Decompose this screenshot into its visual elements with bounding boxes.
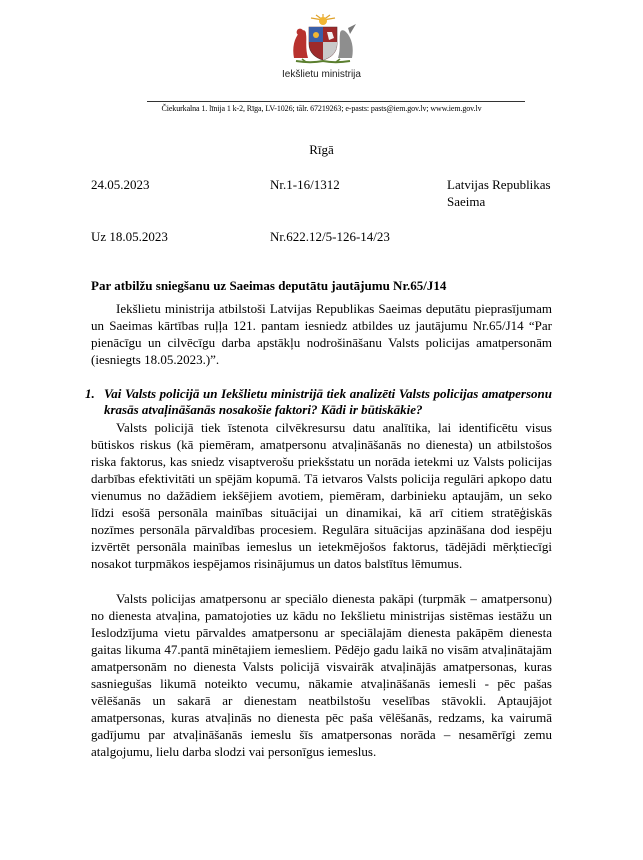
answer-paragraph-2: Valsts policijas amatpersonu ar speciālo dienesta pakāpi (turpmāk – amatpersonu) no dienesta atvaļina, pamatojoties uz kādu no Iekšlietu ministrijas sistēmas iestāžu un Ieslodzījuma vietu pārvaldes amatpersonu ar speciālajām dienesta pakāpēm dienesta gaitas likuma 47.pantā minētajiem iemesliem. Pēdējo gadu laikā no visām atvaļinātajām amatpersonām no dienesta Valsts policijā visvairāk atvaļinājās amatpersonas, kuras sasniegušas likumā noteikto vecumu, nākamie atvaļināšanās iemesli - pēc pašas vēlēšanās un sakarā ar dienestam neatbilstošu veselības stāvokli. Aptaujājot amatpersonas, kuras atvaļinās no dienesta pēc paša vēlēšanās, redzams, ka vairumā gadījumu par atvaļināšanās iemeslu šīs amatpersonas norāda – nesamērīgi zemu atalgojumu, lielu darba slodzi vai personīgus iemeslus. [91,591,552,759]
reply-to-date: Uz 18.05.2023 [91,229,168,244]
letter-date: 24.05.2023 [91,177,150,192]
contact-line: Čiekurkalna 1. līnija 1 k-2, Rīga, LV-1026; tālr. 67219263; e-pasts: pasts@iem.gov.lv; www.iem.gov.lv [161,104,482,113]
recipient [447,176,551,210]
recipient-line-1: Latvijas Republikas [447,177,551,192]
ministry-name: Iekšlietu ministrija [282,69,361,80]
letter-subject: Par atbilžu sniegšanu uz Saeimas deputātu jautājumu Nr.65/J14 [91,278,447,293]
document-number: Nr.1-16/1312 [270,177,340,192]
header-divider [147,101,525,102]
coat-of-arms-icon [288,14,358,64]
intro-paragraph: Iekšlietu ministrija atbilstoši Latvijas Republikas Saeimas deputātu pieprasījumam un Saeimas kārtības ruļļa 121. pantam iesniedz atbildes uz jautājumu Nr.65/J14 “Par pienācīgu un cilvēcīgu darba apstākļu nodrošināšanu Valsts policijas amatpersonām (iesniegts 18.05.2023.)”. [91,301,552,367]
answer-paragraph-1: Valsts policijā tiek īstenota cilvēkresursu datu analītika, lai identificētu visus būtiskos riskus (kā piemēram, amatpersonu atvaļināšanās no dienesta) un atbilstošos riska faktorus, kas sniedz visaptverošu priekšstatu un norāda ietekmi uz Valsts policijas darbības efektivitāti un spējām kopumā. Tā ietvaros Valsts policija regulāri apkopo datu vienumus no dažādiem iekšējiem avotiem, piemēram, darbinieku aptaujām, un seko līdzi esošā personāla mainības situācijai un dinamikai, kā arī citiem stratēģiskās nozīmes personāla pārvaldības procesiem. Regulāra situācijas apzināšana dod iespēju izvērtēt personāla mainības iemeslus un ietekmējošos faktorus, tādējādi mērķtiecīgi nosakot turpmākos iespējamos risinājumus un datos balstītus lēmumus. [91,420,552,571]
question-number: 1. [85,386,95,401]
reply-to-number: Nr.622.12/5-126-14/23 [270,229,390,244]
question-1 [85,386,552,418]
city-label: Rīgā [309,142,334,157]
recipient-line-2: Saeima [447,194,486,209]
question-text: Vai Valsts policijā un Iekšlietu ministrijā tiek analizēti Valsts policijas amatpersonu krasās atvaļināšanās nosakošie faktori? Kādi ir būtiskākie? [104,386,552,417]
